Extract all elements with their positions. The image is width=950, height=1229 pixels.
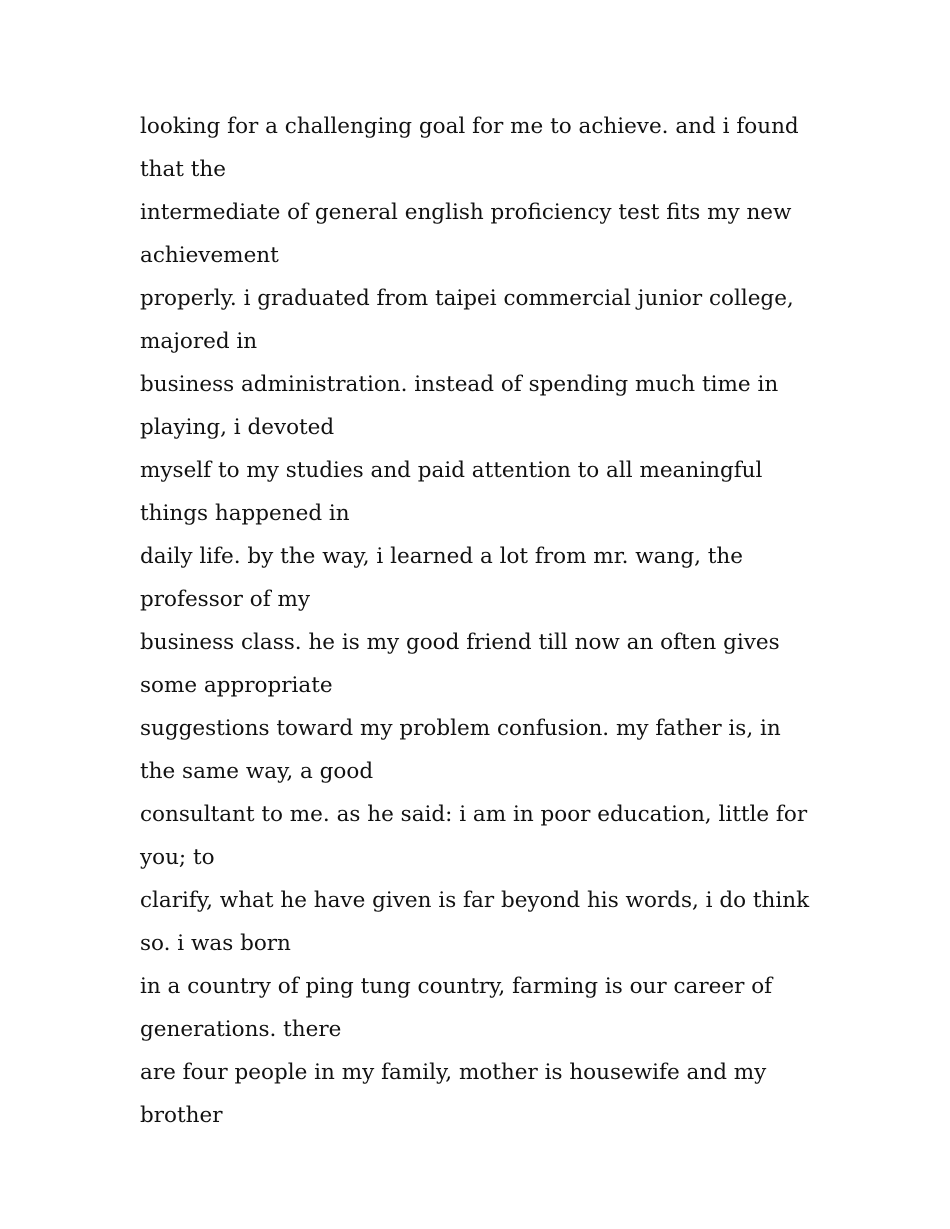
- text-line-9: consultant to me. as he said: i am in poor education, little for you; to: [140, 802, 808, 870]
- text-line-6: daily life. by the way, i learned a lot from mr. wang, the professor of my: [140, 544, 743, 612]
- text-line-11: in a country of ping tung country, farming is our career of generations. there: [140, 974, 773, 1042]
- text-line-4: business administration. instead of spending much time in playing, i devoted: [140, 372, 779, 440]
- text-line-10: clarify, what he have given is far beyond his words, i do think so. i was born: [140, 888, 810, 956]
- text-line-1: looking for a challenging goal for me to achieve. and i found that the: [140, 114, 799, 182]
- document-body: [140, 105, 820, 1137]
- text-line-3: properly. i graduated from taipei commercial junior college, majored in: [140, 286, 794, 354]
- text-line-5: myself to my studies and paid attention to all meaningful things happened in: [140, 458, 763, 526]
- text-line-8: suggestions toward my problem confusion. my father is, in the same way, a good: [140, 716, 781, 784]
- text-line-7: business class. he is my good friend till now an often gives some appropriate: [140, 630, 780, 698]
- text-line-2: intermediate of general english proficiency test fits my new achievement: [140, 200, 792, 268]
- text-line-12: are four people in my family, mother is housewife and my brother: [140, 1060, 767, 1128]
